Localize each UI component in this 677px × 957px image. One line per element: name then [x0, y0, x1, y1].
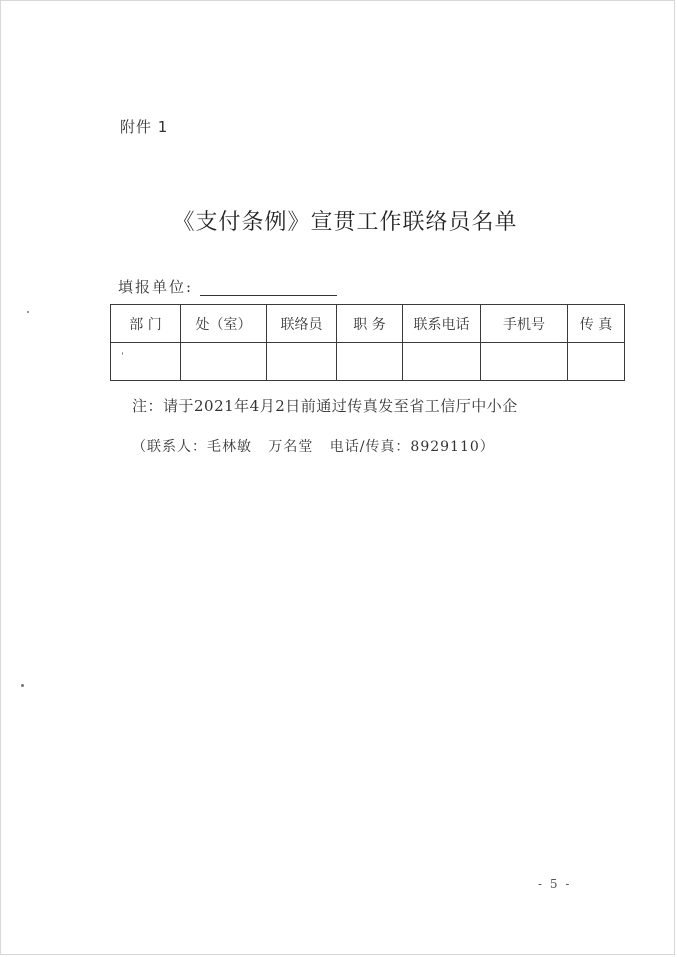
liaison-roster-table: [110, 304, 625, 381]
scan-speck: [21, 684, 24, 687]
column-header-department: 部 门: [111, 305, 181, 343]
table-cell: [181, 343, 267, 381]
contact-info: （联系人：毛林敏 万名堂 电话/传真：8929110）: [132, 439, 495, 455]
scan-speck: [27, 311, 29, 313]
table-header-row: [111, 305, 625, 343]
table-cell: [568, 343, 625, 381]
column-header-contact-phone: 联系电话: [403, 305, 481, 343]
column-header-fax: 传 真: [568, 305, 625, 343]
page-number: - 5 -: [538, 877, 572, 891]
column-header-liaison: 联络员: [267, 305, 337, 343]
column-header-office: 处（室）: [181, 305, 267, 343]
column-header-mobile: 手机号: [481, 305, 568, 343]
submission-note: 注：请于2021年4月2日前通过传真发至省工信厅中小企: [132, 397, 518, 415]
table-cell: [267, 343, 337, 381]
table-row: [111, 343, 625, 381]
table-cell: [337, 343, 403, 381]
table-cell: [403, 343, 481, 381]
fill-unit-label: 填报单位:: [118, 278, 194, 296]
table-cell: [111, 343, 181, 381]
attachment-label: 附件 1: [120, 118, 169, 136]
document-title: 《支付条例》宣贯工作联络员名单: [172, 210, 518, 235]
column-header-position: 职 务: [337, 305, 403, 343]
fill-unit-blank-line: [200, 295, 337, 296]
scan-speck: [122, 352, 123, 355]
table-cell: [481, 343, 568, 381]
